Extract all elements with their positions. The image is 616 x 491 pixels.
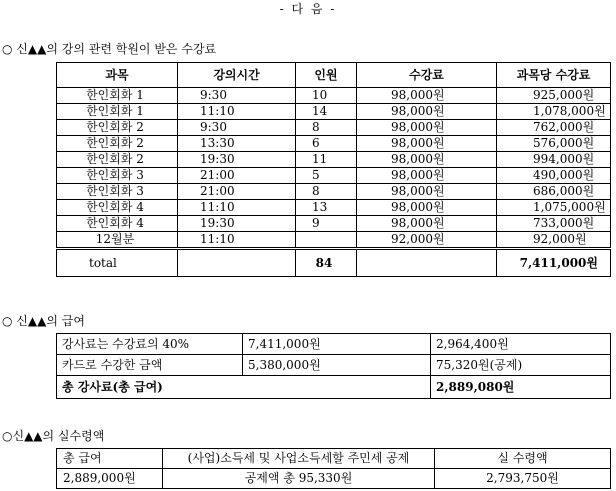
table-row xyxy=(57,355,611,376)
total-amount: 2,889,080원 xyxy=(431,376,611,399)
table-cell: 한인회화 2 xyxy=(57,152,178,168)
table-row xyxy=(57,200,611,216)
table-cell: 10 xyxy=(296,88,357,104)
table-cell: 994,000원 xyxy=(497,152,611,168)
total-amount: 7,411,000원 xyxy=(497,249,611,277)
table-cell: 5 xyxy=(296,168,357,184)
table-row xyxy=(57,120,611,136)
table-cell: 2,964,400원 xyxy=(431,334,611,355)
table-cell: 한인회화 2 xyxy=(57,120,178,136)
table-cell: 21:00 xyxy=(178,168,296,184)
table-cell: 98,000원 xyxy=(357,216,497,232)
column-header: 과목당 수강료 xyxy=(497,63,611,88)
table-cell: 98,000원 xyxy=(357,200,497,216)
table-header-row xyxy=(57,63,611,88)
table-cell: 576,000원 xyxy=(497,136,611,152)
table-row xyxy=(57,136,611,152)
table-cell: 강사료는 수강료의 40% xyxy=(57,334,243,355)
table-cell: 9 xyxy=(296,216,357,232)
total-label: 총 강사료(총 급여) xyxy=(57,376,431,399)
table-cell: 75,320원(공제) xyxy=(431,355,611,376)
column-header: 인원 xyxy=(296,63,357,88)
total-row xyxy=(57,376,611,399)
table-cell: 19:30 xyxy=(178,152,296,168)
table-cell: 한인회화 3 xyxy=(57,184,178,200)
table-cell: 11:10 xyxy=(178,200,296,216)
net-pay-value: 2,793,750원 xyxy=(435,469,611,489)
table-row xyxy=(57,216,611,232)
table-row xyxy=(57,168,611,184)
table-cell: 686,000원 xyxy=(497,184,611,200)
table-cell: 8 xyxy=(296,120,357,136)
table-cell: 92,000원 xyxy=(497,232,611,249)
table-cell: 98,000원 xyxy=(357,120,497,136)
table-cell: 11 xyxy=(296,152,357,168)
table-cell: 한인회화 1 xyxy=(57,88,178,104)
table-cell: 9:30 xyxy=(178,120,296,136)
table-cell: 21:00 xyxy=(178,184,296,200)
column-header: 강의시간 xyxy=(178,63,296,88)
table-cell: 98,000원 xyxy=(357,88,497,104)
table-cell: 한인회화 3 xyxy=(57,168,178,184)
table-cell: 8 xyxy=(296,184,357,200)
table-cell: 한인회화 2 xyxy=(57,136,178,152)
table-cell: 19:30 xyxy=(178,216,296,232)
section-heading-net-pay: ○신▲▲의 실수령액 xyxy=(2,429,105,443)
table-row xyxy=(57,104,611,120)
tuition-table xyxy=(56,62,611,277)
table-cell: 98,000원 xyxy=(357,136,497,152)
table-row xyxy=(57,232,611,249)
table-row xyxy=(57,334,611,355)
table-header-row xyxy=(57,449,611,469)
page-title: - 다 음 - xyxy=(279,2,337,16)
table-cell: 13:30 xyxy=(178,136,296,152)
table-cell: 98,000원 xyxy=(357,104,497,120)
table-cell: 7,411,000원 xyxy=(243,334,431,355)
deduction-value: 공제액 총 95,330원 xyxy=(163,469,435,489)
table-row xyxy=(57,152,611,168)
column-header: 과목 xyxy=(57,63,178,88)
table-cell: 11:10 xyxy=(178,232,296,249)
column-header: 총 급여 xyxy=(57,449,163,469)
table-cell: 1,078,000원 xyxy=(497,104,611,120)
table-cell: 12월분 xyxy=(57,232,178,249)
table-cell: 한인회화 1 xyxy=(57,104,178,120)
total-label: total xyxy=(57,249,178,277)
table-cell: 11:10 xyxy=(178,104,296,120)
table-cell: 13 xyxy=(296,200,357,216)
net-pay-table xyxy=(56,448,611,489)
table-cell: 1,075,000원 xyxy=(497,200,611,216)
table-cell: 490,000원 xyxy=(497,168,611,184)
table-cell: 98,000원 xyxy=(357,168,497,184)
table-cell: 6 xyxy=(296,136,357,152)
column-header: (사업)소득세 및 사업소득세할 주민세 공제 xyxy=(163,449,435,469)
table-cell: 한인회화 4 xyxy=(57,216,178,232)
table-cell: 98,000원 xyxy=(357,152,497,168)
table-cell: 5,380,000원 xyxy=(243,355,431,376)
table-cell: 98,000원 xyxy=(357,184,497,200)
total-row xyxy=(57,249,611,277)
table-cell: 카드로 수강한 금액 xyxy=(57,355,243,376)
gross-pay-value: 2,889,000원 xyxy=(57,469,163,489)
table-cell: 한인회화 4 xyxy=(57,200,178,216)
table-row xyxy=(57,469,611,489)
table-cell: 762,000원 xyxy=(497,120,611,136)
table-cell: 92,000원 xyxy=(357,232,497,249)
table-row xyxy=(57,184,611,200)
section-heading-salary: ○ 신▲▲의 급여 xyxy=(2,314,85,328)
table-cell xyxy=(357,249,497,277)
column-header: 실 수령액 xyxy=(435,449,611,469)
table-cell: 14 xyxy=(296,104,357,120)
total-count: 84 xyxy=(296,249,357,277)
table-cell: 9:30 xyxy=(178,88,296,104)
table-cell: 733,000원 xyxy=(497,216,611,232)
column-header: 수강료 xyxy=(357,63,497,88)
table-cell: 925,000원 xyxy=(497,88,611,104)
table-cell xyxy=(178,249,296,277)
section-heading-tuition: ○ 신▲▲의 강의 관련 학원이 받은 수강료 xyxy=(2,42,217,56)
salary-table xyxy=(56,333,611,399)
table-cell xyxy=(296,232,357,249)
table-row xyxy=(57,88,611,104)
